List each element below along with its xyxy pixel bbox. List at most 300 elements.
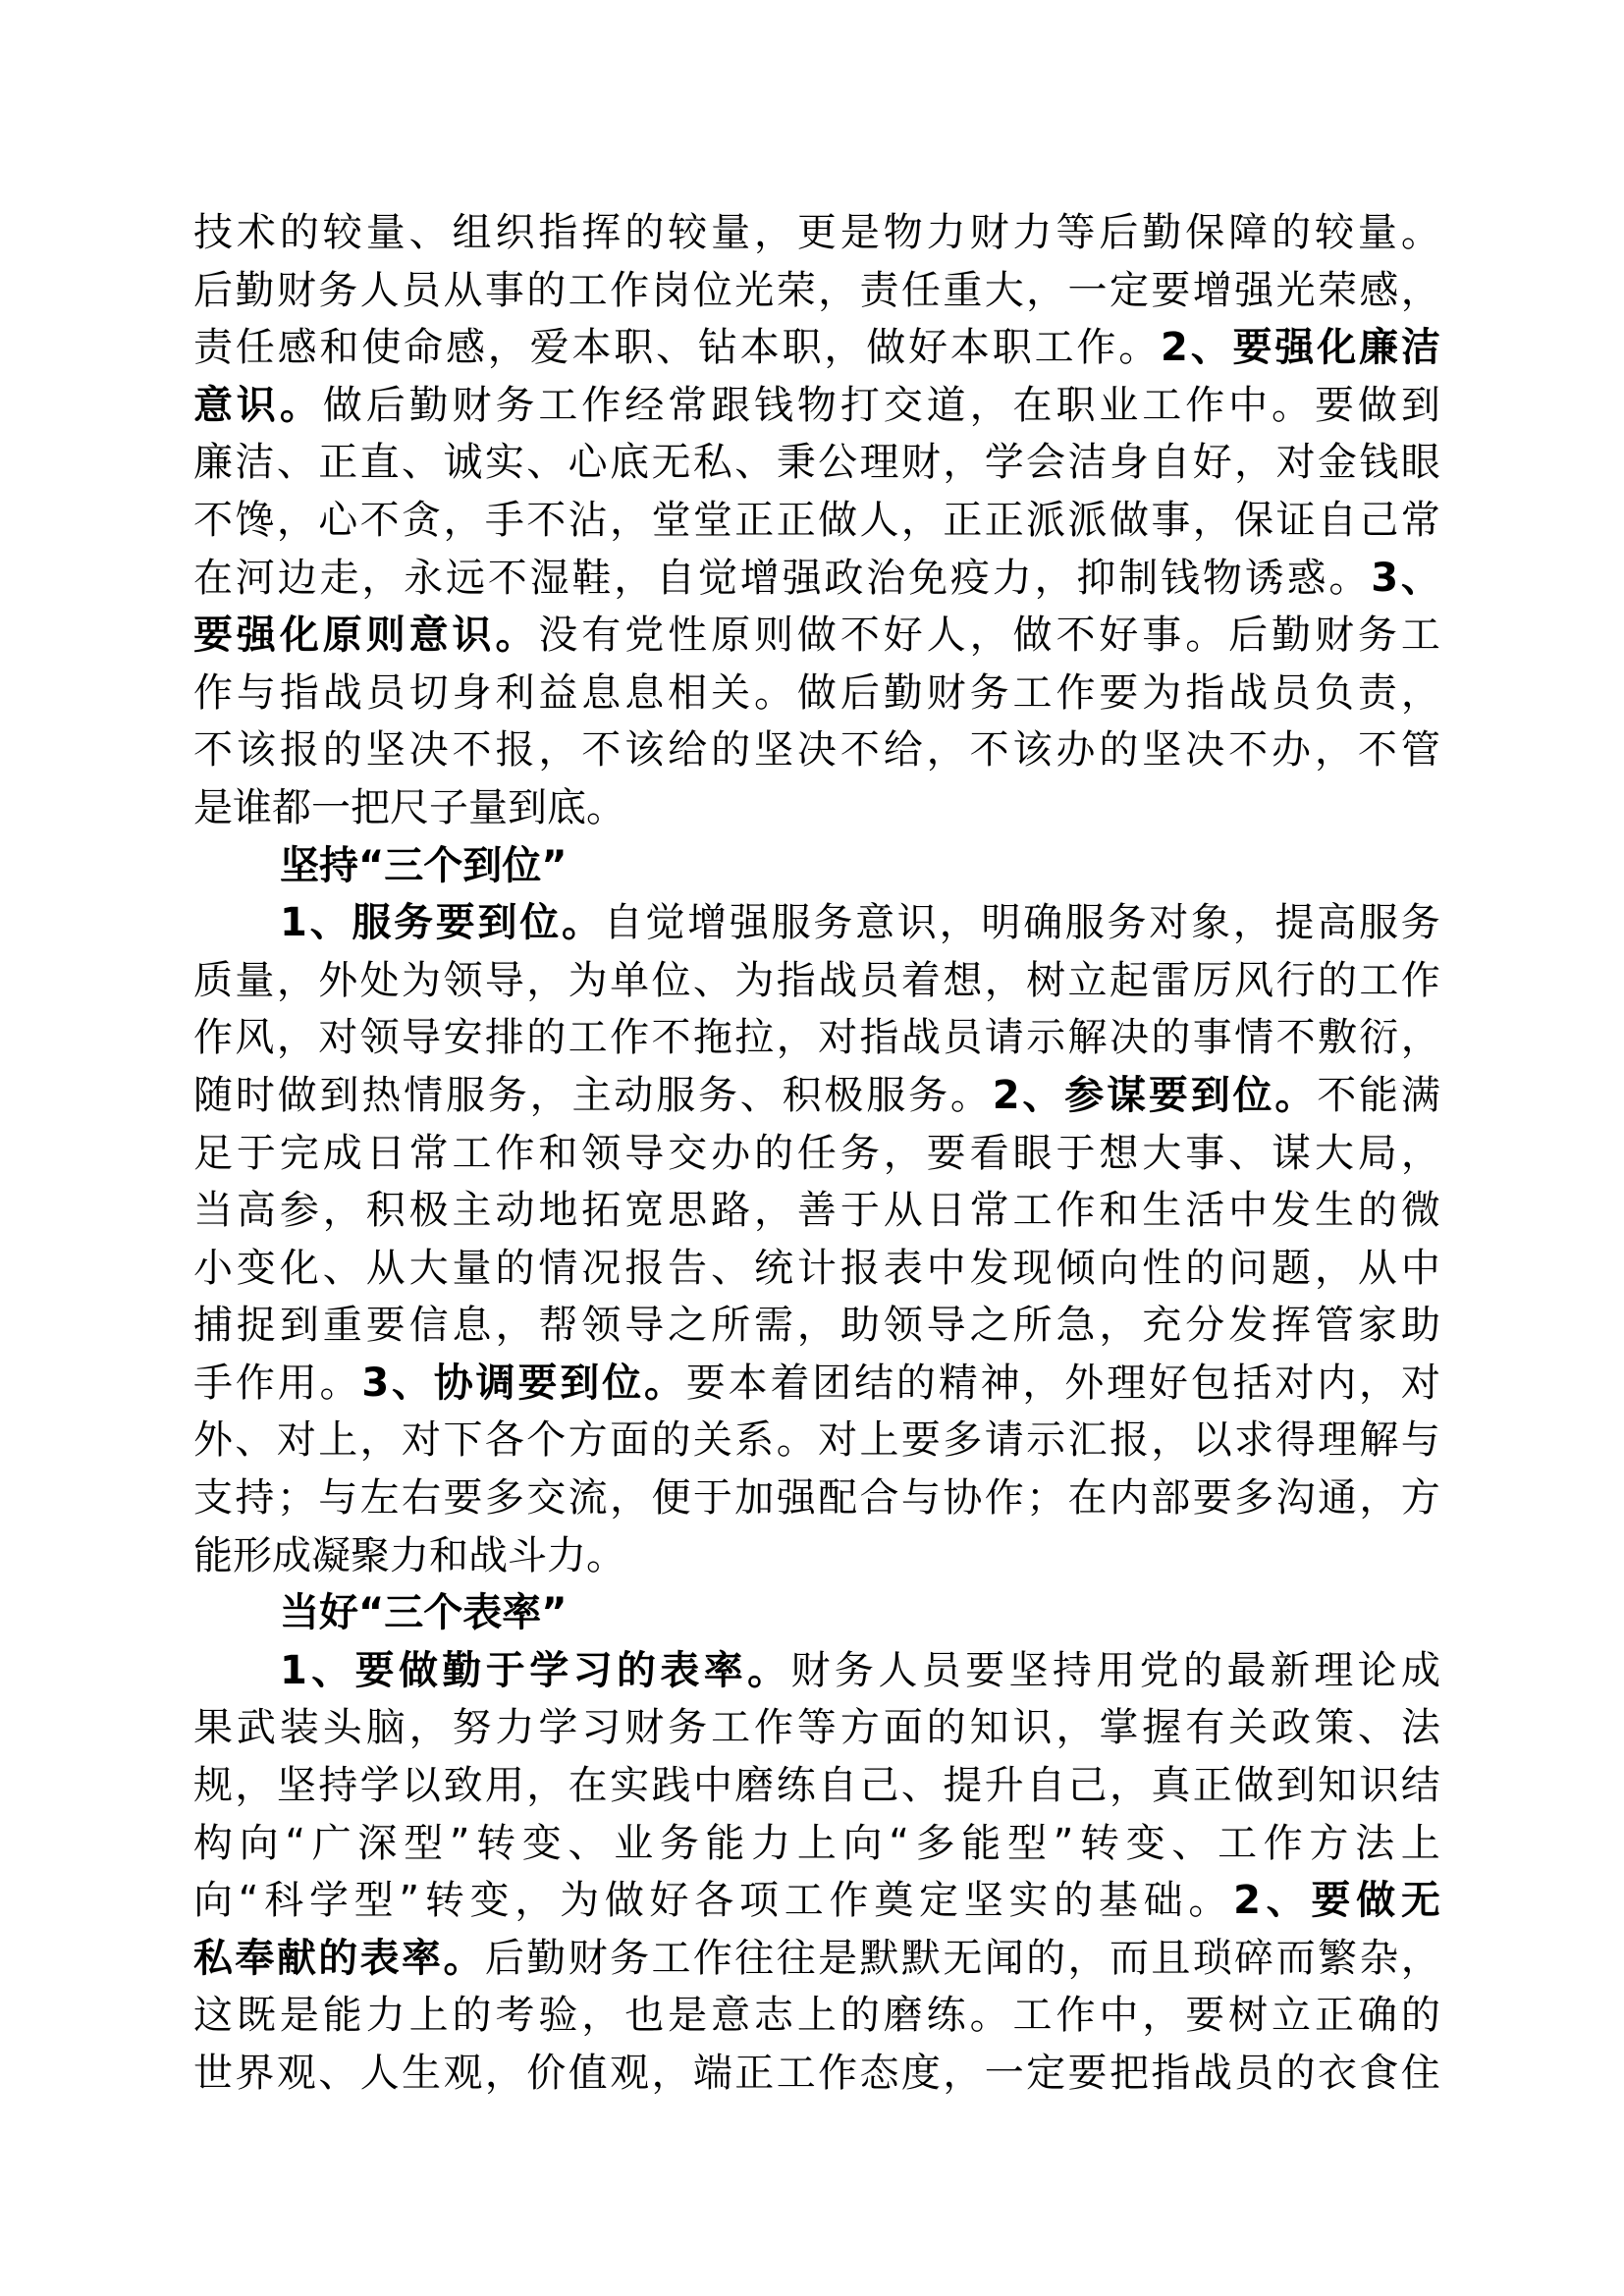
char: 满 (1400, 1072, 1440, 1118)
char: 型 (404, 1820, 444, 1866)
char: 导 (926, 1303, 966, 1349)
char: 武 (236, 1705, 276, 1751)
char: 好 (883, 613, 923, 659)
char: 较 (1314, 210, 1354, 255)
char: 决 (1185, 727, 1225, 774)
char: 远 (445, 555, 485, 601)
char: 分 (1185, 1303, 1225, 1349)
char: ， (1056, 1705, 1096, 1751)
char: 的 (1317, 957, 1357, 1003)
bold-char: 坚 (280, 842, 319, 888)
char: 的 (926, 1705, 966, 1751)
char: 政 (824, 555, 864, 601)
char: ， (359, 1417, 400, 1464)
char: 高 (1317, 900, 1357, 946)
char: 动 (495, 1188, 535, 1234)
char: ， (538, 727, 578, 774)
char: 感 (277, 325, 317, 371)
char: 直 (359, 440, 400, 486)
char: 观 (610, 2051, 650, 2096)
bold-char: 到 (477, 900, 517, 946)
char: ， (610, 1475, 650, 1522)
char: 领 (443, 957, 483, 1003)
char: 到 (1400, 382, 1440, 428)
char: 诱 (1244, 555, 1284, 601)
char: 勤 (1272, 613, 1312, 659)
char: 家 (1357, 1303, 1397, 1349)
char: 沟 (1275, 1475, 1316, 1522)
char: 为 (560, 1878, 600, 1924)
char: “ (238, 1878, 259, 1924)
char: 请 (984, 1417, 1024, 1464)
bold-char: 强 (1274, 325, 1315, 371)
char: 使 (361, 325, 402, 371)
char: 质 (193, 957, 233, 1003)
char: 做 (322, 382, 362, 428)
char: 的 (1026, 1935, 1066, 1981)
char: 指 (776, 957, 816, 1003)
text-line (193, 1469, 1440, 1527)
bold-char: 位 (1232, 1072, 1272, 1118)
char: 交 (883, 382, 923, 428)
char: 从 (443, 267, 483, 313)
char: ， (1022, 1360, 1062, 1406)
text-line (193, 1527, 1440, 1585)
bold-char: 习 (572, 1647, 613, 1693)
char: 的 (711, 727, 751, 774)
char: 要 (1314, 382, 1354, 428)
char: 完 (279, 1130, 319, 1176)
char: 变 (521, 1820, 562, 1866)
char: 把 (351, 784, 390, 830)
char: 人 (359, 267, 400, 313)
bold-char: 。 (495, 613, 535, 659)
text-line (193, 1067, 1440, 1125)
char: ， (1234, 440, 1274, 486)
char: 员 (921, 1647, 961, 1693)
char: 中 (1400, 1245, 1440, 1291)
char: 要 (685, 1360, 726, 1406)
char: ， (926, 727, 966, 774)
char: ， (1067, 1935, 1108, 1981)
bold-char: 做 (399, 1647, 439, 1693)
char: 主 (571, 1072, 612, 1118)
char: 务 (610, 1935, 650, 1981)
bold-char: 位 (519, 900, 560, 946)
text-line (193, 262, 1440, 320)
char: 便 (651, 1475, 691, 1522)
char: 外 (318, 957, 358, 1003)
char: 法 (1400, 1705, 1440, 1751)
char: 知 (1317, 1763, 1357, 1809)
char: 排 (484, 1015, 524, 1061)
char: 广 (311, 1820, 352, 1866)
char: 术 (236, 210, 276, 255)
char: 积 (782, 1072, 822, 1118)
bold-char: 奉 (235, 1935, 275, 1981)
char: 基 (1098, 1878, 1138, 1924)
bold-char: 2 (1161, 325, 1188, 371)
char: 极 (408, 1188, 449, 1234)
char: 钱 (1359, 440, 1399, 486)
char: 下 (443, 1417, 483, 1464)
bold-char: 表 (462, 1590, 503, 1636)
char: 力 (365, 1993, 406, 2039)
text-line (193, 1240, 1440, 1298)
char: ， (526, 1763, 567, 1809)
char: 强 (782, 555, 822, 601)
char: 谁 (233, 784, 272, 830)
char: 财 (624, 1705, 665, 1751)
char: 且 (1151, 1935, 1191, 1981)
char: ， (610, 497, 650, 543)
char: 方 (1400, 1475, 1440, 1522)
bold-char: 、 (311, 1647, 352, 1693)
char: 学 (359, 1763, 400, 1809)
char: 倾 (1056, 1245, 1096, 1291)
char: 的 (839, 1993, 880, 2039)
char: 高 (236, 1188, 276, 1234)
char: 精 (938, 1360, 978, 1406)
char: 所 (1012, 1303, 1053, 1349)
char: 习 (581, 1705, 622, 1751)
char: 尺 (390, 784, 429, 830)
char: 要 (965, 1647, 1005, 1693)
char: 以 (402, 1763, 442, 1809)
char: 勤 (408, 382, 449, 428)
char: 项 (739, 1878, 780, 1924)
char: ， (526, 957, 567, 1003)
char: 。 (1400, 210, 1440, 255)
char: ， (495, 1303, 535, 1349)
char: 服 (1064, 900, 1105, 946)
document-body (193, 204, 1440, 2103)
char: 后 (1228, 613, 1269, 659)
char: 战 (818, 957, 858, 1003)
char: 职 (992, 325, 1032, 371)
char: 中 (1228, 382, 1269, 428)
char: 安 (443, 1015, 483, 1061)
char: 坚 (365, 727, 406, 774)
char: 常 (1400, 497, 1440, 543)
char: 向 (1099, 1245, 1139, 1291)
char: 而 (1275, 1935, 1316, 1981)
bold-char: 1 (280, 900, 307, 946)
char: 意 (855, 900, 895, 946)
char: 责 (859, 267, 899, 313)
char: 力 (495, 1705, 535, 1751)
char: ， (484, 2051, 524, 2096)
char: 经 (624, 382, 665, 428)
char: 任 (796, 1130, 837, 1176)
char: 生 (1142, 1188, 1182, 1234)
char: 增 (687, 900, 728, 946)
char: 都 (272, 784, 311, 830)
char: 聚 (351, 1532, 390, 1578)
char: 作 (829, 1878, 869, 1924)
char: 作 (692, 1935, 732, 1981)
char: 正 (943, 497, 983, 543)
bold-char: 到 (560, 1360, 600, 1406)
char: 政 (1272, 1705, 1312, 1751)
char: 多 (1234, 1475, 1274, 1522)
bold-char: 个 (423, 842, 463, 888)
char: 量 (365, 210, 406, 255)
char: 物 (796, 382, 837, 428)
char: 充 (1142, 1303, 1182, 1349)
char: 识 (1012, 1705, 1053, 1751)
char: 求 (1234, 1417, 1274, 1464)
char: 是 (668, 1993, 708, 2039)
bold-char: 位 (502, 842, 542, 888)
char: 财 (568, 1935, 608, 1981)
char: 馋 (235, 497, 275, 543)
char: 默 (900, 1935, 941, 1981)
char: 的 (1357, 1188, 1397, 1234)
char: 益 (538, 669, 578, 716)
bold-char: 则 (365, 613, 406, 659)
char: 局 (1357, 1130, 1397, 1176)
char: 保 (1185, 210, 1225, 255)
char: 导 (484, 957, 524, 1003)
char: 作 (1185, 382, 1225, 428)
char: ， (1142, 1993, 1182, 2039)
bold-char: 协 (433, 1360, 473, 1406)
char: 勤 (235, 267, 275, 313)
char: 感 (445, 325, 485, 371)
text-line (193, 434, 1440, 492)
char: 好 (908, 325, 948, 371)
char: 坚 (753, 727, 793, 774)
char: 正 (776, 497, 816, 543)
char: 证 (1275, 497, 1316, 543)
text-line (193, 1297, 1440, 1355)
char: 强 (1234, 267, 1274, 313)
bold-char: 要 (1232, 325, 1272, 371)
char: ， (651, 2051, 691, 2096)
char: 做 (277, 1072, 317, 1118)
char: ， (969, 613, 1009, 659)
char: 工 (568, 1015, 608, 1061)
char: 好 (1148, 1360, 1188, 1406)
char: 世 (193, 2051, 233, 2096)
char: 战 (468, 1532, 508, 1578)
char: 永 (404, 555, 444, 601)
char: 。 (1272, 382, 1312, 428)
char: 生 (1314, 1188, 1354, 1234)
char: ， (581, 1993, 622, 2039)
char: 与 (318, 1475, 358, 1522)
char: 态 (859, 2051, 899, 2096)
char: 发 (969, 1245, 1009, 1291)
char: 底 (547, 784, 586, 830)
char: 相 (668, 669, 708, 716)
char: 工 (776, 2051, 816, 2096)
char: 要 (900, 1417, 941, 1464)
bold-char: 原 (322, 613, 362, 659)
char: 上 (796, 1993, 837, 2039)
char: 、 (739, 1072, 780, 1118)
char: 勤 (883, 669, 923, 716)
char: 原 (711, 613, 751, 659)
char: 树 (1228, 1993, 1269, 2039)
char: ” (1053, 1820, 1074, 1866)
char: 交 (526, 1475, 567, 1522)
char: 外 (1064, 1360, 1105, 1406)
bold-char: 3 (1371, 555, 1399, 601)
char: 组 (452, 210, 492, 255)
char: 着 (900, 957, 941, 1003)
char: 小 (193, 1245, 233, 1291)
char: 括 (1232, 1360, 1272, 1406)
char: 作 (818, 2051, 858, 2096)
char: 在 (1012, 382, 1053, 428)
bold-char: 做 (1356, 1878, 1396, 1924)
bold-char: 个 (423, 1590, 463, 1636)
char: 面 (610, 1417, 650, 1464)
char: 科 (264, 1878, 304, 1924)
char: 办 (711, 1130, 751, 1176)
char: 作 (610, 1015, 650, 1061)
char: 成 (1401, 1647, 1440, 1693)
char: 务 (495, 382, 535, 428)
char: 持 (1052, 1647, 1092, 1693)
char: 战 (322, 669, 362, 716)
char: 地 (538, 1188, 578, 1234)
char: 负 (1314, 669, 1354, 716)
char: 于 (1056, 1130, 1096, 1176)
char: 各 (694, 1878, 734, 1924)
char: 导 (402, 1015, 442, 1061)
char: 知 (969, 1705, 1009, 1751)
char: 位 (651, 957, 691, 1003)
char: 心 (568, 440, 608, 486)
bold-char: 、 (1022, 1072, 1062, 1118)
char: 成 (272, 1532, 311, 1578)
char: 内 (1317, 1360, 1357, 1406)
char: 的 (1275, 2051, 1316, 2096)
bold-char: 、 (391, 1360, 431, 1406)
char: 报 (839, 1245, 880, 1291)
char: 意 (711, 1993, 751, 2039)
char: 不 (1317, 1072, 1357, 1118)
bold-char: “ (358, 1590, 385, 1636)
char: 无 (651, 440, 691, 486)
char: 、 (322, 1245, 362, 1291)
char: 等 (1056, 210, 1096, 255)
char: 解 (1359, 1417, 1399, 1464)
char: 头 (322, 1705, 362, 1751)
bold-char: 率 (502, 1590, 542, 1636)
char: ， (529, 1072, 569, 1118)
char: 指 (1151, 2051, 1191, 2096)
char: 关 (692, 1417, 732, 1464)
bold-char: 1 (280, 1647, 307, 1693)
char: 正 (734, 2051, 775, 2096)
char: 到 (279, 1303, 319, 1349)
char: 捕 (193, 1303, 233, 1349)
char: 中 (926, 1245, 966, 1291)
char: 转 (424, 1878, 464, 1924)
char: ， (322, 1188, 362, 1234)
char: 努 (452, 1705, 492, 1751)
bold-char: 三 (384, 1590, 424, 1636)
char: 问 (1228, 1245, 1269, 1291)
char: 内 (1109, 1475, 1149, 1522)
char: 自 (1026, 1763, 1066, 1809)
char: 务 (318, 267, 358, 313)
char: 事 (1192, 1015, 1232, 1061)
char: 工 (1142, 382, 1182, 428)
char: 发 (1228, 1303, 1269, 1349)
char: 化 (279, 1245, 319, 1291)
char: 领 (581, 1303, 622, 1349)
char: 信 (408, 1303, 449, 1349)
char: 立 (1067, 957, 1108, 1003)
char: 的 (1400, 1993, 1440, 2039)
bold-char: 、 (1190, 325, 1230, 371)
char: 正 (984, 497, 1024, 543)
char: 员 (365, 669, 406, 716)
char: 给 (668, 727, 708, 774)
text-line (193, 1009, 1440, 1067)
char: 中 (1228, 1188, 1269, 1234)
char: 务 (487, 1072, 527, 1118)
char: 障 (1228, 210, 1269, 255)
char: 身 (452, 669, 492, 716)
char: 钱 (753, 382, 793, 428)
text-line (193, 492, 1440, 550)
text-line (193, 1642, 1440, 1700)
char: 员 (943, 1015, 983, 1061)
char: 、 (526, 440, 567, 486)
char: 本 (728, 1360, 768, 1406)
char: 对 (818, 1015, 858, 1061)
char: 、 (656, 325, 696, 371)
char: 。 (1185, 613, 1225, 659)
char: 交 (668, 1130, 708, 1176)
char: 正 (1192, 1763, 1232, 1809)
char: 界 (235, 2051, 275, 2096)
char: 当 (193, 1188, 233, 1234)
char: 谋 (1272, 1130, 1312, 1176)
char: 新 (1270, 1647, 1310, 1693)
char: ， (824, 325, 864, 371)
char: 重 (943, 267, 983, 313)
char: 作 (1056, 669, 1096, 716)
char: 勤 (1142, 210, 1182, 255)
char: 办 (1272, 727, 1312, 774)
char: 理 (1107, 1360, 1147, 1406)
char: 凝 (311, 1532, 351, 1578)
char: 提 (943, 1763, 983, 1809)
char: 对 (1400, 1360, 1440, 1406)
char: 值 (568, 2051, 608, 2096)
char: 更 (796, 210, 837, 255)
char: 也 (624, 1993, 665, 2039)
char: 诚 (443, 440, 483, 486)
char: 务 (697, 1072, 737, 1118)
char: 正 (318, 440, 358, 486)
char: 从 (365, 1245, 406, 1291)
char: 、 (235, 1417, 275, 1464)
char: 派 (1026, 497, 1066, 543)
char: 作 (1056, 1993, 1096, 2039)
char: 是 (193, 784, 233, 830)
char: 于 (692, 1475, 732, 1522)
char: 雷 (1151, 957, 1191, 1003)
char: 的 (1272, 210, 1312, 255)
